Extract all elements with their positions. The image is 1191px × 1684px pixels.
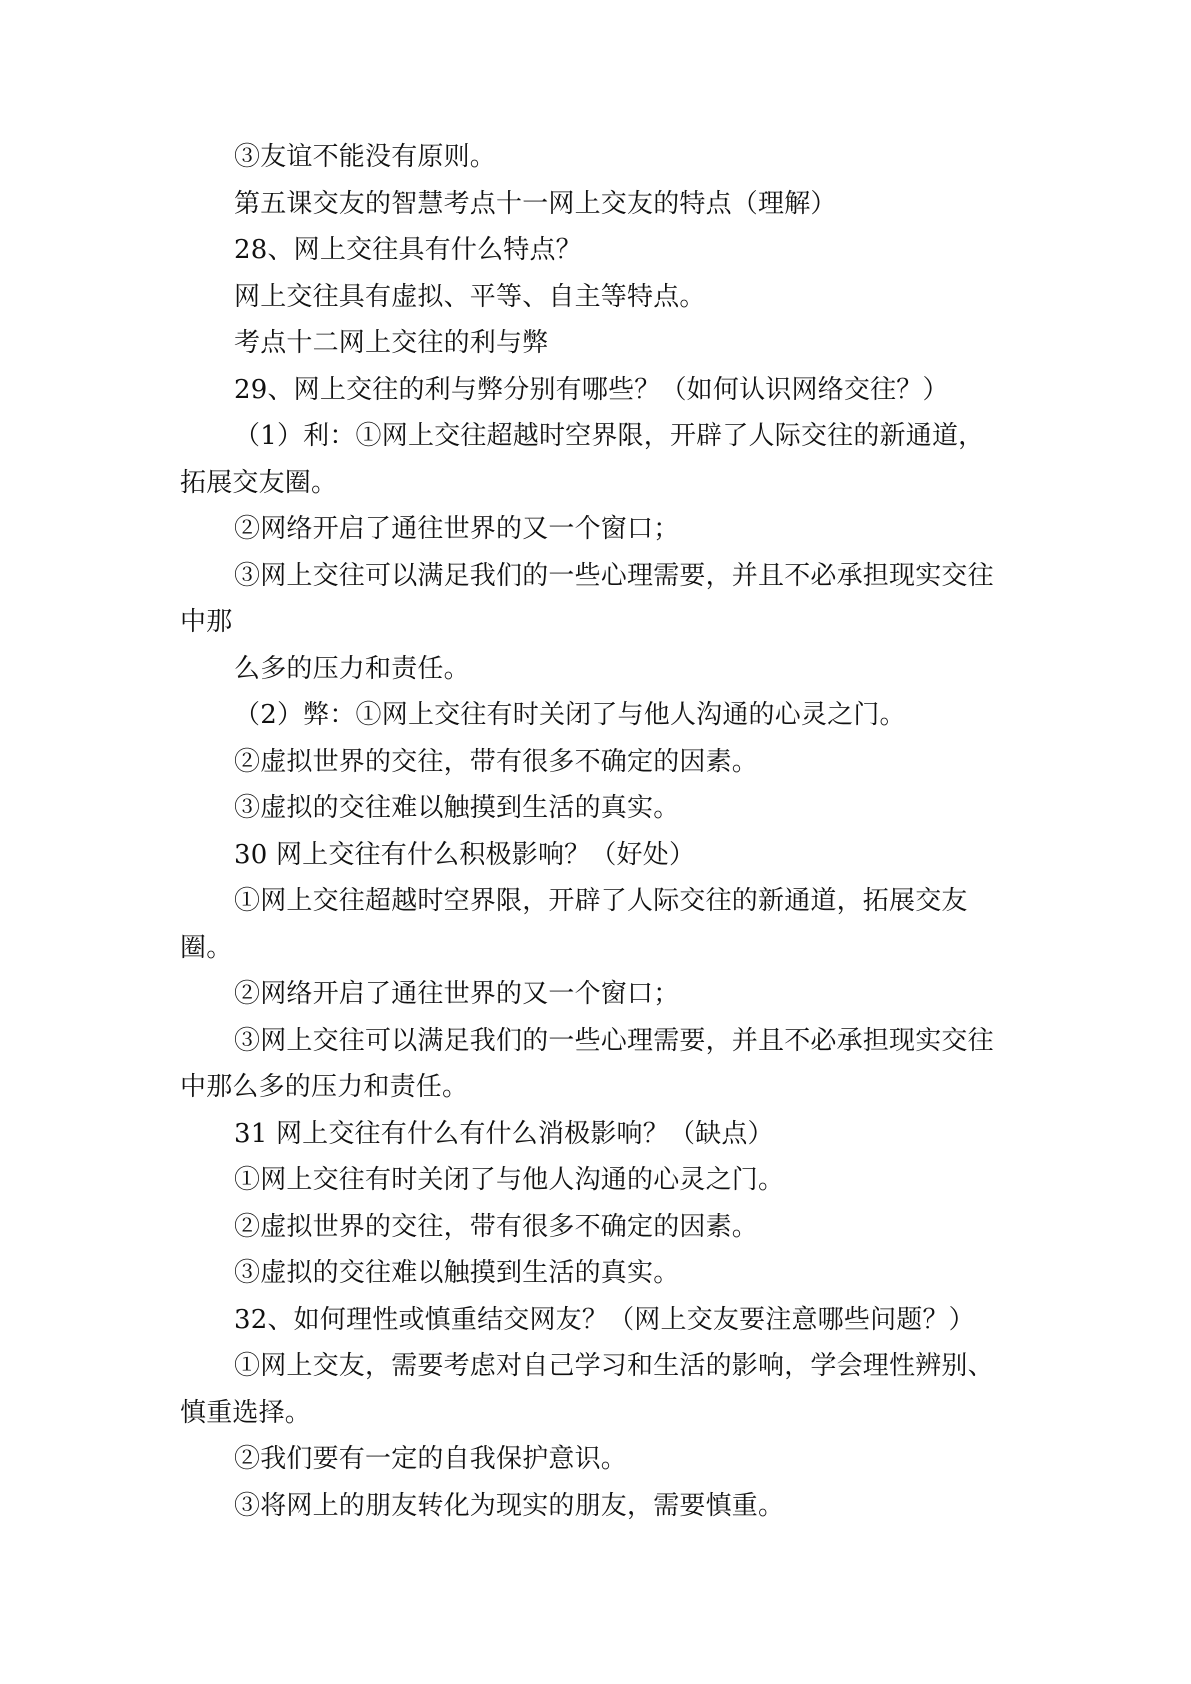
question-32: 32、如何理性或慎重结交网友？（网上交友要注意哪些问题？）: [234, 1304, 975, 1335]
answer-30-1: ①网上交往超越时空界限，开辟了人际交往的新通道，拓展交友圈。: [180, 886, 968, 963]
answer-29-benefit-2: ②网络开启了通往世界的又一个窗口；: [234, 514, 680, 544]
answer-31-2: ②虚拟世界的交往，带有很多不确定的因素。: [234, 1211, 759, 1242]
paragraph-friendship-principle: ③友谊不能没有原则。: [234, 142, 497, 172]
answer-29-benefit-3: ③网上交往可以满足我们的一些心理需要，并且不必承担现实交往中那: [180, 560, 994, 637]
answer-32-1: ①网上交友，需要考虑对自己学习和生活的影响，学会理性辨别、慎重选择。: [180, 1351, 994, 1428]
answer-30-3: ③网上交往可以满足我们的一些心理需要，并且不必承担现实交往中那么多的压力和责任。: [180, 1025, 994, 1102]
topic-heading-12: 考点十二网上交往的利与弊: [234, 328, 549, 358]
lesson-heading: 第五课交友的智慧考点十一网上交友的特点（理解）: [234, 188, 837, 219]
document-body: [180, 134, 1010, 1529]
question-30: 30 网上交往有什么积极影响？（好处）: [234, 839, 696, 870]
answer-30-2: ②网络开启了通往世界的又一个窗口；: [234, 979, 680, 1009]
answer-29-drawback-1: （2）弊：①网上交往有时关闭了与他人沟通的心灵之门。: [234, 700, 906, 730]
answer-31-3: ③虚拟的交往难以触摸到生活的真实。: [234, 1258, 680, 1288]
question-31: 31 网上交往有什么有什么消极影响？（缺点）: [234, 1118, 774, 1149]
answer-29-benefit-1: （1）利：①网上交往超越时空界限，开辟了人际交往的新通道，拓展交友圈。: [180, 421, 985, 498]
answer-32-2: ②我们要有一定的自我保护意识。: [234, 1444, 628, 1474]
answer-28: 网上交往具有虚拟、平等、自主等特点。: [234, 281, 706, 312]
answer-29-drawback-3: ③虚拟的交往难以触摸到生活的真实。: [234, 793, 680, 823]
question-28: 28、网上交往具有什么特点？: [234, 235, 582, 265]
answer-31-1: ①网上交往有时关闭了与他人沟通的心灵之门。: [234, 1165, 785, 1195]
answer-29-drawback-2: ②虚拟世界的交往，带有很多不确定的因素。: [234, 746, 759, 777]
answer-32-3: ③将网上的朋友转化为现实的朋友，需要慎重。: [234, 1490, 785, 1521]
answer-29-benefit-3-cont: 么多的压力和责任。: [234, 653, 470, 684]
question-29: 29、网上交往的利与弊分别有哪些？（如何认识网络交往？）: [234, 374, 949, 405]
